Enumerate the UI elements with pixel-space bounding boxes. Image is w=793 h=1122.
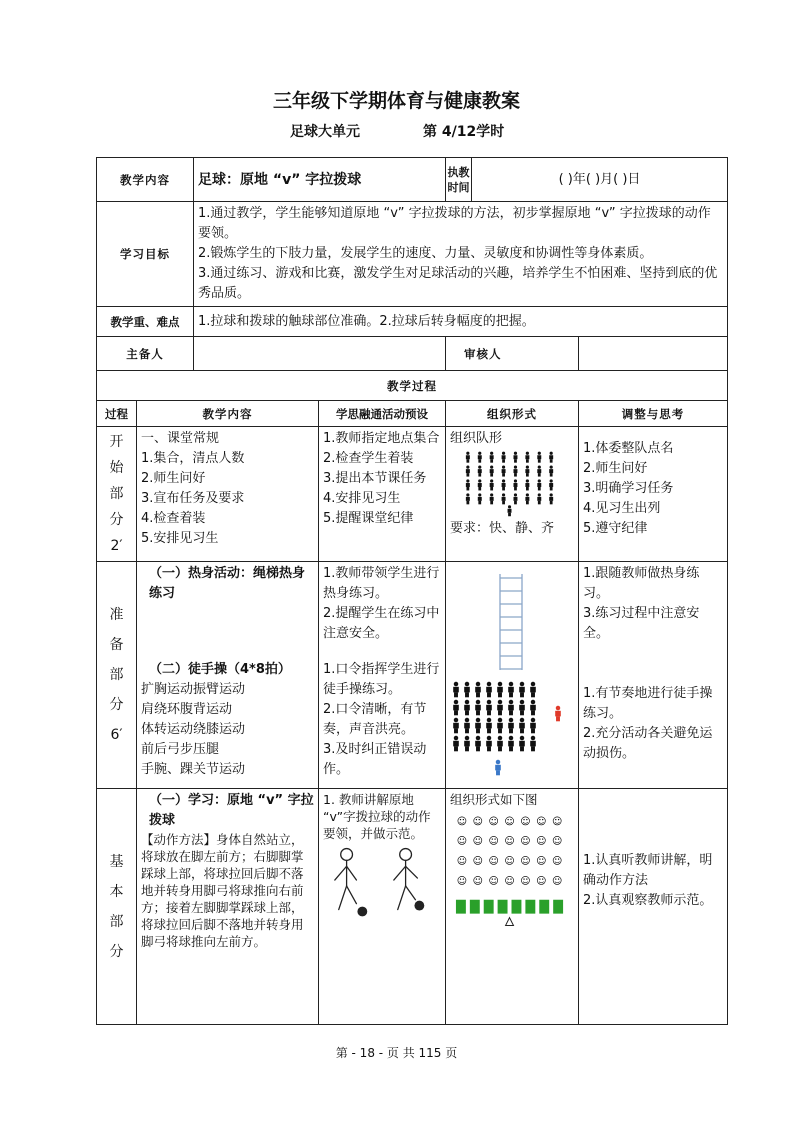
student-marker: ☺ bbox=[472, 875, 483, 887]
col-header-org: 组织形式 bbox=[446, 401, 579, 427]
activity-line: 2.口令清晰，有节奏，声音洪亮。 bbox=[323, 702, 427, 737]
goals bbox=[194, 202, 728, 307]
cone-marker bbox=[525, 900, 535, 914]
student-figure bbox=[502, 479, 506, 490]
reflection-line: 2.充分活动各关避免运动损伤。 bbox=[583, 726, 713, 761]
student-marker: ☺ bbox=[520, 856, 531, 868]
student-figure bbox=[519, 700, 525, 716]
student-figure bbox=[464, 718, 470, 734]
keypoints-text: 1.拉球和拨球的触球部位准确。2.拉球后转身幅度的把握。 bbox=[194, 307, 728, 337]
prep-reflection bbox=[579, 562, 728, 789]
student-figure bbox=[464, 736, 470, 752]
basic-reflection bbox=[579, 789, 728, 1025]
goals-label: 学习目标 bbox=[97, 202, 194, 307]
content-line: 1.集合，清点人数 bbox=[141, 451, 245, 466]
page-footer: 第 - 18 - 页 共 115 页 bbox=[335, 1046, 458, 1060]
date-label: 执教时间 bbox=[446, 158, 472, 202]
preparer-value bbox=[194, 337, 446, 371]
content-label: 教学内容 bbox=[97, 158, 194, 202]
basic-activity bbox=[319, 789, 446, 1025]
student-figure bbox=[466, 493, 470, 504]
grid-formation-diagram bbox=[450, 808, 574, 928]
student-figure bbox=[475, 700, 481, 716]
reflection-line: 2.师生问好 bbox=[583, 461, 648, 476]
activity-line: 1.口令指挥学生进行徒手操练习。 bbox=[323, 662, 440, 697]
student-marker: ☺ bbox=[488, 875, 499, 887]
col-header-reflection: 调整与思考 bbox=[579, 401, 728, 427]
student-figure bbox=[464, 682, 470, 698]
stage-basic: 基本部分 bbox=[97, 789, 137, 1025]
student-figure bbox=[508, 700, 514, 716]
activity-line: 3.提出本节课任务 bbox=[323, 471, 427, 486]
basic-content bbox=[137, 789, 319, 1025]
student-figure bbox=[453, 682, 459, 698]
basic-org bbox=[446, 789, 579, 1025]
activity-line: 1. 教师讲解原地 “v”字拨拉球的动作要领，并做示范。 bbox=[323, 792, 431, 841]
student-figure bbox=[464, 700, 470, 716]
student-figure bbox=[530, 736, 536, 752]
reflection-line: 5.遵守纪律 bbox=[583, 521, 648, 536]
cone-marker bbox=[470, 900, 480, 914]
lesson-content: 足球：原地 “v” 字拉拨球 bbox=[194, 158, 446, 202]
goal-item: 3.通过练习、游戏和比赛，激发学生对足球活动的兴趣，培养学生不怕困难、坚持到底的优秀品质。 bbox=[198, 266, 718, 301]
reviewer-value bbox=[579, 337, 728, 371]
col-header-stage: 过程 bbox=[97, 401, 137, 427]
start-content bbox=[137, 427, 319, 562]
student-figure bbox=[513, 479, 517, 490]
student-figure bbox=[537, 452, 541, 463]
content-line: 4.检查着装 bbox=[141, 511, 206, 526]
reflection-line: 3.练习过程中注意安全。 bbox=[583, 606, 700, 641]
student-figure bbox=[490, 452, 494, 463]
reflection-line: 3.明确学习任务 bbox=[583, 481, 674, 496]
keypoints-label: 教学重、难点 bbox=[97, 307, 194, 337]
exercise-item: 肩绕环腹背运动 bbox=[141, 702, 233, 717]
student-marker: ☺ bbox=[504, 816, 515, 828]
student-figure bbox=[453, 700, 459, 716]
student-figure bbox=[497, 736, 503, 752]
student-figure bbox=[486, 682, 492, 698]
student-figure bbox=[525, 493, 529, 504]
goal-item: 2.锻炼学生的下肢力量，发展学生的速度、力量、灵敏度和协调性等身体素质。 bbox=[198, 246, 653, 261]
col-header-content: 教学内容 bbox=[137, 401, 319, 427]
student-figure bbox=[530, 700, 536, 716]
exercise-item: 体转运动绕膝运动 bbox=[141, 722, 246, 737]
student-marker: ☺ bbox=[472, 856, 483, 868]
student-marker: ☺ bbox=[536, 875, 547, 887]
stage-start: 开始部分2′ bbox=[97, 427, 137, 562]
org-title: 组织队形 bbox=[450, 431, 503, 446]
student-marker: ☺ bbox=[536, 816, 547, 828]
teacher-figure bbox=[495, 760, 501, 776]
content-line: 3.宣布任务及要求 bbox=[141, 491, 245, 506]
cone-marker bbox=[456, 900, 466, 914]
warmup-title: （一）热身活动：绳梯热身练习 bbox=[149, 566, 306, 601]
student-figure bbox=[525, 466, 529, 477]
student-marker: ☺ bbox=[456, 875, 468, 887]
student-marker: ☺ bbox=[520, 836, 531, 848]
student-figure bbox=[490, 479, 494, 490]
student-figure bbox=[549, 493, 553, 504]
student-marker: ☺ bbox=[536, 836, 547, 848]
lesson-plan-table bbox=[96, 157, 728, 1025]
student-figure bbox=[478, 466, 482, 477]
stage-prep: 准备部分6′ bbox=[97, 562, 137, 789]
student-figure bbox=[513, 493, 517, 504]
student-figure bbox=[549, 452, 553, 463]
student-figure bbox=[537, 479, 541, 490]
student-figure bbox=[486, 700, 492, 716]
exercise-item: 扩胸运动振臂运动 bbox=[141, 682, 246, 697]
student-figure bbox=[537, 493, 541, 504]
student-figure bbox=[475, 682, 481, 698]
student-figure bbox=[508, 718, 514, 734]
reflection-line: 1.认真听教师讲解，明确动作方法 bbox=[583, 853, 713, 888]
activity-line: 2.提醒学生在练习中注意安全。 bbox=[323, 606, 440, 641]
preparer-label: 主备人 bbox=[97, 337, 194, 371]
student-figure bbox=[519, 718, 525, 734]
student-marker: ☺ bbox=[551, 856, 563, 868]
prep-activities bbox=[319, 562, 446, 789]
student-figure bbox=[508, 736, 514, 752]
ladder-formation-diagram bbox=[446, 562, 578, 787]
student-marker: ☺ bbox=[551, 836, 563, 848]
student-figure bbox=[497, 718, 503, 734]
content-line: 一、课堂常规 bbox=[141, 431, 220, 446]
reflection-line: 4.见习生出列 bbox=[583, 501, 661, 516]
start-activities bbox=[319, 427, 446, 562]
cone-marker bbox=[498, 900, 508, 914]
reviewer-label: 审核人 bbox=[446, 337, 579, 371]
student-figure bbox=[475, 718, 481, 734]
student-figure bbox=[478, 452, 482, 463]
content-line: 5.安排见习生 bbox=[141, 531, 219, 546]
student-figure bbox=[519, 682, 525, 698]
student-figure bbox=[486, 718, 492, 734]
student-marker: ☺ bbox=[472, 836, 483, 848]
student-marker: ☺ bbox=[488, 856, 499, 868]
process-label: 教学过程 bbox=[97, 371, 728, 401]
student-marker: ☺ bbox=[456, 816, 468, 828]
student-figure bbox=[453, 718, 459, 734]
student-figure bbox=[530, 718, 536, 734]
formation-diagram bbox=[450, 449, 574, 519]
student-marker: ☺ bbox=[504, 836, 515, 848]
teacher-figure bbox=[555, 706, 561, 722]
student-figure bbox=[486, 736, 492, 752]
student-figure bbox=[466, 479, 470, 490]
student-figure bbox=[525, 479, 529, 490]
activity-line: 3.及时纠正错误动作。 bbox=[323, 742, 427, 777]
student-figure bbox=[475, 736, 481, 752]
unit-label: 足球大单元 bbox=[290, 124, 360, 140]
reflection-line: 2.认真观察教师示范。 bbox=[583, 893, 713, 908]
method-label: 【动作方法】 bbox=[141, 832, 217, 847]
student-marker: ☺ bbox=[504, 856, 515, 868]
start-reflection bbox=[579, 427, 728, 562]
student-marker: ☺ bbox=[551, 875, 563, 887]
cone-marker bbox=[553, 900, 563, 914]
student-marker: ☺ bbox=[536, 856, 547, 868]
cone-marker bbox=[539, 900, 549, 914]
student-figure bbox=[525, 452, 529, 463]
goal-item: 1.通过教学，学生能够知道原地 “v” 字拉拨球的方法，初步掌握原地 “v” 字拉拨球的动作要领。 bbox=[198, 206, 711, 241]
student-marker: ☺ bbox=[488, 836, 499, 848]
exercise-title: （二）徒手操（4*8拍） bbox=[149, 662, 291, 677]
prep-org bbox=[446, 562, 579, 789]
page-title: 三年级下学期体育与健康教案 bbox=[272, 90, 520, 112]
student-figure bbox=[497, 682, 503, 698]
student-figure bbox=[466, 452, 470, 463]
student-figure bbox=[478, 493, 482, 504]
student-figure bbox=[502, 466, 506, 477]
student-figure bbox=[519, 736, 525, 752]
prep-content bbox=[137, 562, 319, 789]
student-figure bbox=[508, 682, 514, 698]
content-line: 2.师生问好 bbox=[141, 471, 206, 486]
student-figure bbox=[466, 466, 470, 477]
demo-illustration bbox=[323, 842, 441, 922]
student-figure bbox=[530, 682, 536, 698]
start-org bbox=[446, 427, 579, 562]
student-figure bbox=[490, 493, 494, 504]
col-header-activity: 学思融通活动预设 bbox=[319, 401, 446, 427]
student-figure bbox=[478, 479, 482, 490]
student-figure bbox=[549, 479, 553, 490]
activity-line: 2.检查学生着装 bbox=[323, 451, 414, 466]
reflection-line: 1.有节奏地进行徒手操练习。 bbox=[583, 686, 713, 721]
cone-marker bbox=[512, 900, 522, 914]
student-marker: ☺ bbox=[456, 836, 468, 848]
activity-line: 1.教师带领学生进行热身练习。 bbox=[323, 566, 440, 601]
org-note: 要求：快、静、齐 bbox=[450, 521, 555, 536]
method-text bbox=[141, 831, 314, 950]
student-figure bbox=[490, 466, 494, 477]
method-body: 身体自然站立，将球放在脚左前方；右脚脚掌踩球上部，将球拉回后脚不落地并转身用脚弓将球推向右前方；接着左脚脚掌踩球上部，将球拉回后脚不落地并转身用脚弓将球推向左前方。 bbox=[141, 832, 304, 949]
student-figure bbox=[513, 452, 517, 463]
student-marker: ☺ bbox=[504, 875, 515, 887]
date-value: ( )年( )月( )日 bbox=[472, 158, 728, 202]
student-figure bbox=[497, 700, 503, 716]
student-marker: ☺ bbox=[472, 816, 483, 828]
lesson-label: 第 4/12学时 bbox=[423, 124, 505, 140]
activity-line: 5.提醒课堂纪律 bbox=[323, 511, 414, 526]
exercise-item: 手腕、踝关节运动 bbox=[141, 762, 246, 777]
skill-title: （一）学习：原地 “v” 字拉拨球 bbox=[149, 793, 314, 828]
student-marker: ☺ bbox=[456, 856, 468, 868]
student-figure bbox=[537, 466, 541, 477]
student-marker: ☺ bbox=[488, 816, 499, 828]
teacher-figure bbox=[508, 505, 512, 516]
reflection-line: 1.跟随教师做热身练习。 bbox=[583, 566, 700, 601]
student-figure bbox=[513, 466, 517, 477]
student-figure bbox=[453, 736, 459, 752]
student-figure bbox=[502, 452, 506, 463]
reflection-line: 1.体委整队点名 bbox=[583, 441, 674, 456]
student-marker: ☺ bbox=[520, 816, 531, 828]
activity-line: 1.教师指定地点集合 bbox=[323, 431, 440, 446]
student-figure bbox=[502, 493, 506, 504]
exercise-item: 前后弓步压腿 bbox=[141, 742, 220, 757]
activity-line: 4.安排见习生 bbox=[323, 491, 401, 506]
student-marker: ☺ bbox=[520, 875, 531, 887]
student-marker: ☺ bbox=[551, 816, 563, 828]
student-figure bbox=[549, 466, 553, 477]
org-title: 组织形式如下图 bbox=[450, 792, 538, 807]
cone-marker bbox=[484, 900, 494, 914]
